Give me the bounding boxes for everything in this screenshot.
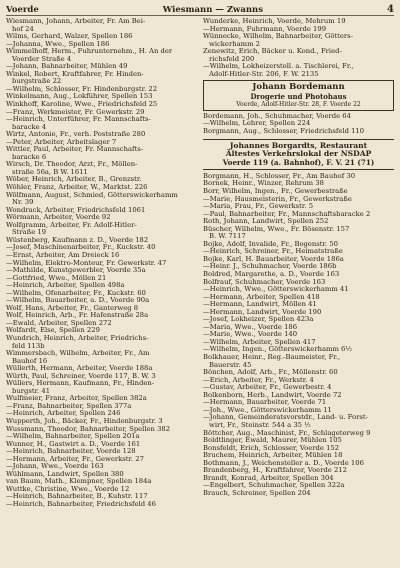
directory-entry: Voerder Straße 4 [12, 55, 72, 63]
directory-entry: straße 56a, B W. 1611 [12, 168, 88, 176]
directory-entry: Bolfrauf, Schuhmacher, Voerde 163 [203, 278, 326, 286]
directory-entry: hof 24 [12, 25, 34, 33]
directory-entry: Wimmelhoff, Herm., Fuhrunternehm., H. An der [6, 48, 173, 56]
directory-entry: Böttcher, Aug., Maschinist, Fr., Schlageterweg 9 [203, 429, 371, 437]
directory-entry: —Wilhelm, Bauarbeiter, a. D., Voerde 90a [6, 297, 150, 305]
directory-entry: Wundrich, Heinrich, Arbeiter, Friedrichs- [6, 334, 149, 342]
right-column-top [203, 18, 394, 78]
directory-entry: Adolf-Hitler-Str. 206, F. W. 2135 [209, 70, 319, 78]
directory-entry: Wüstenberg, Kaufmann z. D., Voerde 182 [6, 236, 149, 244]
header-place: Voerde [6, 5, 39, 15]
directory-entry: —Ewald, Arbeiter, Spellen 272 [6, 319, 112, 327]
directory-entry: Wünnecke, Wilhelm, Bahnarbeiter, Götters- [203, 33, 353, 41]
directory-entry: —Hermann, Landwirt, Möllen 41 [203, 301, 317, 309]
right-column-mid [203, 113, 394, 136]
directory-entry: Straße 19 [12, 229, 47, 237]
directory-entry: —Hermann, Landwirt, Voerde 190 [203, 308, 322, 316]
directory-entry: Zenewitz, Erich, Bäcker u. Kond., Fried- [203, 48, 342, 56]
directory-entry: —Marie, Hausmeisterin, Fr., Gewerkstraße [203, 195, 352, 203]
directory-entry: Wühlmann, Landwirt, Spellen 380 [6, 470, 124, 478]
directory-entry: Wölfmann, August, Schmied, Götterswickerhamm [6, 191, 178, 199]
directory-entry: Wolf, Hans, Arbeiter, Fr., Ganterweg 8 [6, 304, 139, 312]
directory-entry: Bothmann, J., Weichensteller a. D., Voerde 106 [203, 459, 364, 467]
directory-entry: Wittler, Paul, Arbeiter, Fr. Mannschafts- [6, 146, 144, 154]
directory-entry: Wüllerth, Hermann, Arbeiter, Voerde 188a [6, 365, 153, 373]
ad-bordemann [203, 80, 394, 111]
ad-borgardts-name: Johannes Borgardts, Restaurant [229, 140, 368, 150]
header-range: Wiesmann — Zwanns [162, 5, 264, 15]
directory-entry: Winkel, Robert, Kraftfahrer, Fr. Hinden- [6, 70, 144, 78]
directory-entry: —Franz, Werkmeister, Fr. Gewerkstr. 29 [6, 108, 145, 116]
directory-entry: Bolkhauer, Heinr., Reg.-Baumeister, Fr., [203, 354, 341, 362]
directory-entry: Wöhler, Franz, Arbeiter, W., Marktst. 226 [6, 184, 148, 192]
directory-entry: Wirsch, Dr. Theodor, Arzt, Fr., Möllen- [6, 161, 138, 169]
directory-entry: burgstr. 41 [12, 387, 51, 395]
directory-entry: —Heinrich, Arbeiter, Spellen 246 [6, 410, 121, 418]
left-column [6, 18, 197, 568]
directory-entry: Wiesmann, Johann, Arbeiter, Fr. Am Bei- [6, 18, 146, 25]
directory-entry: —Johann, Bahnarbeiter, Mühlen 49 [6, 63, 128, 71]
ad-bordemann-name: Johann Bordemann [252, 82, 345, 93]
directory-entry: Wolfardt, Else, Spellen 229 [6, 327, 100, 335]
directory-entry: Borgmann, H., Schlosser, Fr., Am Bauhof 30 [203, 172, 356, 180]
directory-entry: —Heinrich, Wwe., Götterswickerhamm 41 [203, 286, 349, 294]
directory-entry: Borr, Wilhelm, Ingen., Fr., Gewerbestraße [203, 188, 348, 195]
directory-entry: Bonsfeldt, Erich, Schlosser, Voerde 152 [203, 444, 340, 452]
directory-entry: Wondrack, Arbeiter, Friedrichsfeld 1061 [6, 206, 146, 214]
directory-entry: —Engelbert, Schuhmacher, Spellen 322a [203, 482, 345, 490]
directory-entry: —Wilhelm, Arbeiter, Spellen 417 [203, 338, 316, 346]
directory-entry: —Heinrich, Arbeiter, Spellen 498a [6, 282, 125, 290]
directory-entry: Bönchen, Adolf, Arb., Fr., Möllenstr. 60 [203, 369, 338, 377]
ad-borgardts-address: Voerde 119 (a. Bahnhof), F. V. 21 (71) [222, 157, 375, 167]
directory-entry: Wimmersbach, Wilhelm, Arbeiter, Fr., Am [6, 350, 150, 358]
right-column-bottom [203, 173, 394, 498]
ad-borgardts [203, 139, 394, 170]
directory-entry: Wussmann, Theodor, Bahnarbeiter, Spellen 382 [6, 425, 171, 433]
directory-entry: Winkhoff, Karoline, Wwe., Friedrichsfeld 25 [6, 101, 158, 109]
directory-entry: —Mathilde, Kunstgewerbler, Voerde 35a [6, 267, 146, 275]
directory-entry: Bojke, Adolf, Invalide, Fr., Bogenstr. 50 [203, 240, 339, 248]
directory-entry: Brandenberg, H., Kraftfahrer, Voerde 212 [203, 467, 347, 475]
directory-entry: —Hermann, Fuhrmann, Voerde 199 [203, 25, 327, 33]
directory-entry: —Peter, Arbeiter, Arbeitslager 7 [6, 138, 117, 146]
directory-entry: Wuttke, Christine, Wwe., Voerde 12 [6, 485, 130, 493]
directory-entry: Büscher, Wilhelm, Wwe., Fr. Bösenstr. 157 [203, 225, 350, 233]
directory-entry: Wirtz, Antonie, Fr., verh. Poststraße 280 [6, 131, 146, 139]
directory-entry: feld 113b [12, 342, 45, 350]
columns [6, 18, 394, 568]
directory-entry: —Paul, Bahnarbeiter, Fr., Mannschaftsbaracke 2 [203, 210, 371, 218]
directory-entry: —Johanna, Wwe., Spellen 186 [6, 40, 110, 48]
directory-entry: —Heinrich, Bahnarbeiter, B., Kuhstr. 117 [6, 493, 148, 501]
ad-bordemann-business: Drogerie und Photohaus [250, 91, 347, 101]
directory-entry: —Maria, Wwe., Voerde 186 [203, 323, 298, 331]
directory-entry: wirt, Fr., Steinstr. 544 a 35 ½ [209, 421, 311, 429]
directory-entry: van Baum, Math., Klempner, Spellen 184a [6, 478, 152, 486]
directory-entry: —Wilhelm, Bahnarbeiter, Spellen 201a [6, 433, 140, 441]
right-column [203, 18, 394, 568]
directory-entry: Wulfmeier, Franz, Arbeiter, Spellen 382a [6, 395, 147, 403]
directory-entry: —Heinrich, Unterführer, Fr. Mannschafts- [6, 116, 151, 124]
directory-entry: —Hermann, Arbeiter, Spellen 418 [203, 293, 320, 301]
directory-entry: baracke 6 [12, 153, 47, 161]
directory-entry: —Heinrich, Bahnarbeiter, Friedrichsfeld 46 [6, 501, 156, 508]
directory-entry: —Ernst, Arbeiter, Am Dreieck 16 [6, 251, 120, 259]
directory-entry: Roth, Johann, Landwirt, Spellen 252 [203, 218, 329, 226]
directory-entry: —Wilhelm, Lokheizerstell. a. Tischlerei, Fr., [203, 63, 354, 71]
page-number: 4 [387, 4, 394, 15]
directory-entry: Brandt, Konrad, Arbeiter, Spellen 304 [203, 474, 334, 482]
directory-entry: —Hermann, Arbeiter, Fr., Gewerkstr. 27 [6, 455, 144, 463]
directory-entry: —Heinr. J., Schuhmacher, Voerde 186b [203, 263, 337, 271]
directory-entry: —Wilhelm, Schlosser, Fr. Hindenburgstr. 22 [6, 85, 158, 93]
directory-entry: —Gustav, Arbeiter, Fr., Gewerbestr. 4 [203, 384, 332, 392]
directory-entry: —Wilhelm, Ingen., Götterswickerhamm 6½ [203, 346, 352, 354]
directory-entry: Wörmann, Arbeiter, Voerde 92 [6, 214, 111, 222]
directory-entry: —Maria, Frau, Fr., Gewerkstr. 5 [203, 203, 314, 211]
directory-entry: Boldred, Margarethe, a. D., Voerde 163 [203, 271, 340, 279]
directory-entry: —Franz, Bahnarbeiter, Spellen 377a [6, 402, 132, 410]
page-header [6, 4, 394, 16]
directory-entry: —Josef, Lokheizer, Spellen 423a [203, 316, 314, 324]
directory-entry: Wupperth, Joh., Bäcker, Fr., Hindenburgstr. 3 [6, 417, 163, 425]
directory-entry: Nr. 39 [12, 199, 34, 207]
directory-entry: Borgmann, Aug., Schlosser, Friedrichsfeld 110 [203, 127, 365, 135]
directory-entry: —Marie, Wwe., Voerde 140 [203, 331, 298, 339]
directory-entry: —Heinrich, Schreiner, Fr., Heimatstraße [203, 248, 343, 256]
directory-entry: Würth, Paul, Schreiner, Voerde 117, B. W. 3 [6, 372, 156, 380]
directory-entry: Bordemann, Joh., Schuhmacher, Voerde 64 [203, 112, 351, 120]
directory-entry: Wunner, H., Gastwirt a. D., Voerde 161 [6, 440, 141, 448]
directory-entry: —Joh., Wwe., Götterswickerhamm 11 [203, 406, 332, 414]
directory-entry: —Erich, Arbeiter, Fr., Werkstr. 4 [203, 376, 314, 384]
directory-entry: burgstraße 22 [12, 78, 62, 86]
directory-entry: Wunderke, Heinrich, Voerde, Mehrum 19 [203, 18, 346, 25]
directory-entry: richsfeld 200 [209, 55, 255, 63]
directory-entry: Wöber, Heinrich, Arbeiter, B., Grenzstr. [6, 176, 142, 184]
directory-entry: B. W. 7117 [209, 233, 246, 241]
directory-entry: baracke 4 [12, 123, 47, 131]
directory-entry: —Heinrich, Bahnarbeiter, Voerde 128 [6, 448, 136, 456]
directory-entry: —Wilhelm, Elektro-Monteur, Fr. Gewerkstr. 47 [6, 259, 167, 267]
directory-entry: Bruchem, Heinrich, Arbeiter, Mühlen 18 [203, 452, 343, 460]
directory-entry: Wilms, Gerhard, Walzer, Spellen 186 [6, 33, 133, 41]
directory-entry: —Josef, Maschinenarbeiter, Fr., Kuckstr. 40 [6, 244, 156, 252]
directory-entry: —Wilhelm, Ofenarbeiter, Fr., Kuckstr. 60 [6, 289, 146, 297]
directory-entry: wickerhamm 2 [209, 40, 260, 48]
directory-entry: Bauhof 16 [12, 357, 48, 365]
directory-entry: Bojke, Karl, H. Bauarbeiter, Voerde 186a [203, 255, 344, 263]
directory-entry: —Johann, Wwe., Voerde 163 [6, 463, 104, 471]
directory-entry: Boldtlinger, Ewald, Maurer, Mühlen 105 [203, 437, 342, 445]
directory-entry: Winkelmann, Aug., Lokführer, Spellen 153 [6, 93, 153, 101]
directory-entry: —Hermann, Bauarbeiter, Voerde 71 [203, 399, 327, 407]
ad-borgardts-slogan: Ältestes Verkehrslokal der NSDAP [225, 149, 372, 159]
directory-entry: Wüllers, Hermann, Kaufmann, Fr., Hinden- [6, 380, 155, 388]
directory-entry: Bolkenborn, Herb., Landwirt, Voerde 72 [203, 391, 342, 399]
directory-entry: Wolf, Heinrich, Arb., Fr. Hafenstraße 28a [6, 312, 149, 320]
directory-entry: Wolfgramm, Arbeiter, Fr. Adolf-Hitler- [6, 221, 137, 229]
directory-entry: Bauerstr. 45 [209, 361, 252, 369]
ad-bordemann-address: Voerde, Adolf-Hitler-Str. 28, F. Voerde 22 [236, 100, 361, 108]
directory-entry: Bornek, Heinr., Winzer, Rehrum 38 [203, 180, 324, 188]
directory-entry: —Johann, Gemeinderatsvorstdr., Land- u. Forst- [203, 414, 368, 422]
directory-entry: Brauch, Schreiner, Spellen 204 [203, 489, 311, 497]
directory-entry: —Gottfried, Wwe., Möllen 21 [6, 274, 107, 282]
directory-entry: —Wilhelm, Lehrer, Spellen 224 [203, 120, 311, 128]
